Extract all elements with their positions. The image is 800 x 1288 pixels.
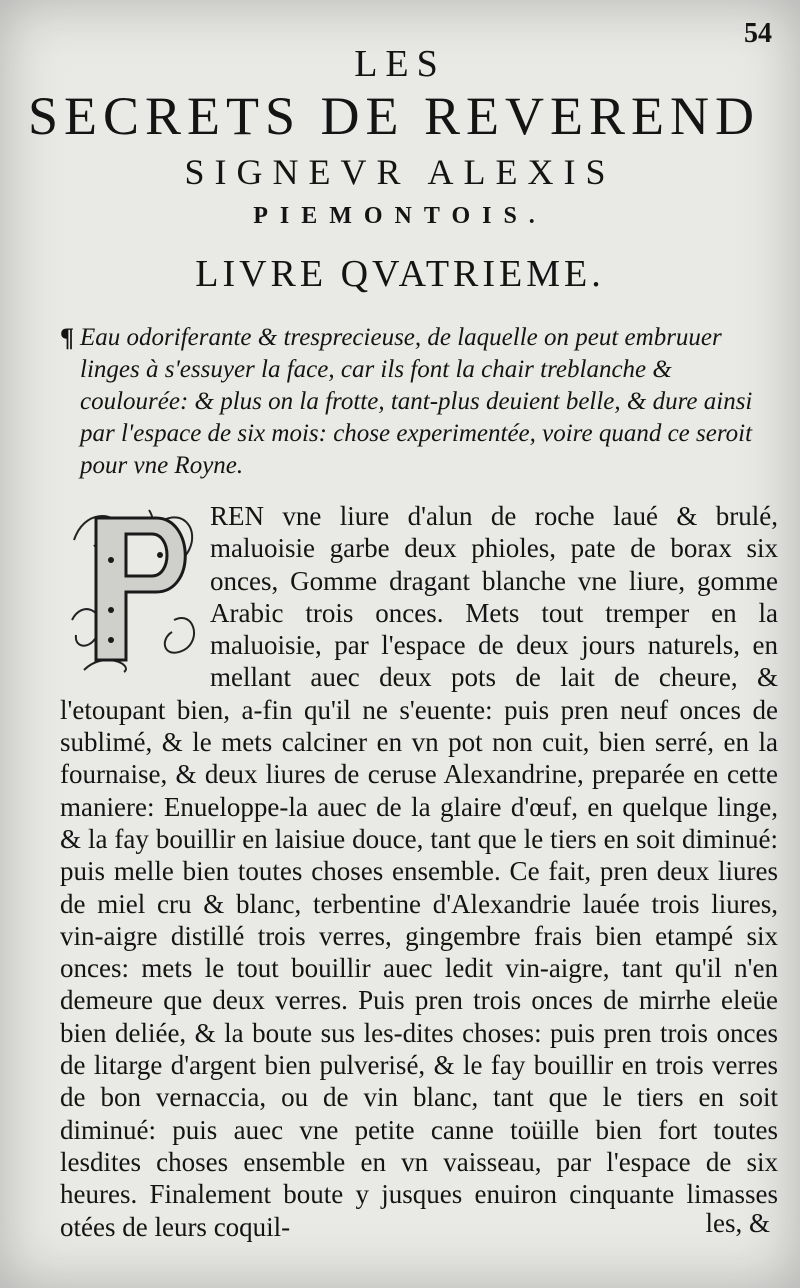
catchword: les, & — [705, 1208, 770, 1238]
title-line-3: SIGNEVR ALEXIS — [184, 152, 616, 192]
title-line-1: LES — [354, 43, 446, 85]
book-title: LIVRE QVATRIEME. — [195, 253, 605, 295]
title-line-2: SECRETS DE REVEREND — [27, 86, 761, 146]
decorated-initial — [64, 500, 204, 676]
title-block — [0, 42, 800, 236]
page-number: 54 — [744, 18, 772, 49]
title-line-4: PIEMONTOIS. — [253, 203, 547, 229]
recipe-heading — [62, 322, 772, 482]
body-paragraph: REN vne liure d'alun de roche laué & brulé, maluoisie garbe deux phioles, pate de borax six onces, Gomme dragant blanche vne liure, gomme Arabic trois onces. Mets tout tremper en la maluoisie, par l'espace de deux jours naturels, en mellant auec deux pots de lait de cheure, & l'etoupant bien, a-fin qu'il ne s'euente: puis pren neuf onces de sublimé, & le mets calciner en vn pot non cuit, bien serré, en la fournaise, & deux liures de ceruse Alexandrine, preparée en cette maniere: Enueloppe-la auec de la glaire d'œuf, en quelque linge, & la fay bouillir en laisiue douce, tant que le tiers en soit diminué: puis melle bien toutes choses ensemble. Ce fait, pren deux liures de miel cru & blanc, terbentine d'Alexandrie lauée trois liures, vin-aigre distillé trois verres, gingembre frais bien etampé six onces: mets le tout bouillir auec ledit vin-aigre, tant qu'il n'en demeure que deux verres. Puis pren trois onces de mirrhe eleüe bien deliée, & la boute sus les-dites choses: puis pren trois onces de litarge d'argent bien pulverisé, & le fay bouillir en trois verres de bon vernaccia, ou de vin blanc, tant que le tiers en soit diminué: puis auec vne petite canne toüille bien fort toutes lesdites choses ensemble en vn vaisseau, par l'espace de six heures. Finalement boute y jusques enuiron cinquante limasses otées de leurs coquil- — [60, 501, 778, 1242]
recipe-heading-text: Eau odoriferante & tresprecieuse, de laquelle on peut embruuer linges à s'essuyer la face, car ils font la chair treblanche & coulourée: & plus on la frotte, tant-plus deuient belle, & dure ainsi par l'espace de six mois: chose experimentée, voire quand ce seroit pour vne Royne. — [80, 324, 753, 479]
pilcrow-mark: ¶ — [60, 323, 75, 352]
